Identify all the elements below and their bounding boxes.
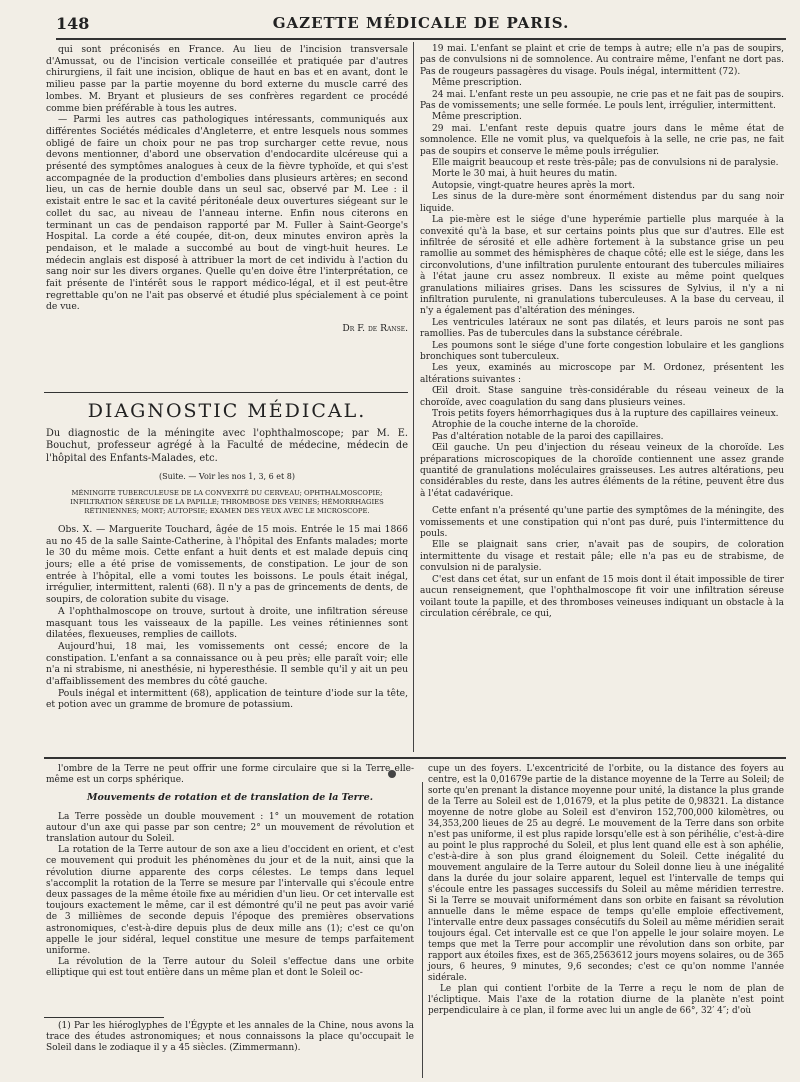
paragraph: Elle se plaignait sans crier, n'avait pas de soupirs, de coloration intermittente du visage et restait pâle; elle n'a pas eu de strabisme, de convulsion ni de paralysie. (420, 540, 784, 574)
paragraph: Morte le 30 mai, à huit heures du matin. (432, 169, 618, 180)
author-signature: Dr F. de Ranse. (342, 323, 408, 335)
section-rule (44, 392, 408, 393)
subsection-title: Mouvements de rotation et de translation de la Terre. (86, 792, 374, 804)
paragraph: Autopsie, vingt-quatre heures après la mort. (432, 180, 635, 191)
paragraph: — Parmi les autres cas pathologiques intéressants, communiqués aux différentes Sociétés médicales d'Angleterre, et entre lesquels nous sommes obligé de faire un choix pour ne pas trop surcharger cette revue, nous devons mentionner, d'abord une observation d'endocardite ulcéreuse qui a présenté des symptômes analogues à ceux de la fièvre typhoïde, et qui s'est accompagnée de la production d'embolies dans plusieurs artères; en second lieu, un cas de hernie double dans un seul sac, observé par M. Lee : il existait entre le sac et la cavité péritonéale deux ouvertures siégeant sur le collet du sac, au niveau de l'anneau interne. Enfin nous citerons en terminant un cas de pendaison rapporté par M. Fuller à Saint-George's Hospital. La corde a été coupée, dit-on, deux minutes environ après la pendaison, et le malade a succombé au bout de vingt-huit heures. Le médecin anglais est disposé à attribuer la mort de cet individu à l'action du sang noir sur les divers organes. Quelle qu'en doive être l'interprétation, ce fait présente de l'intérêt sous le rapport médico-légal, et il est peut-être regrettable qu'on ne l'ait pas observé et étudié plus spécialement à ce point de vue. (46, 114, 408, 313)
column-rule-upper (413, 42, 414, 752)
paragraph: A l'ophthalmoscope on trouve, surtout à droite, une infiltration séreuse masquant tous les vaisseaux de la papille. Les veines rétiniennes sont dilatées, flexueuses, remplies de caillots. (46, 605, 408, 641)
left-top-article (46, 44, 408, 335)
page-number: 148 (56, 14, 90, 33)
paragraph: cupe un des foyers. L'excentricité de l'orbite, ou la distance des foyers au centre, est la 0,01679e partie de la distance moyenne de la Terre au Soleil; de sorte qu'en prenant la distance moyenne pour unité, la distance la plus grande de la Terre au Soleil est de 1,01679, et la plus petite de 0,98321. La distance moyenne de notre globe au Soleil est d'environ 152,700,000 kilomètres, ou 34,353,200 lieues de 25 au degré. Le mouvement de la Terre dans son orbite n'est pas uniforme, il est plus rapide lorsqu'elle est à son périhélie, c'est-à-dire au point le plus rapproché du Soleil, et plus lent quand elle est à son aphélie, c'est-à-dire à son plus grand éloignement du Soleil. Cette inégalité du mouvement angulaire de la Terre autour du Soleil donne lieu à une inégalité dans la durée du jour solaire apparent, lequel est l'intervalle de temps qui s'écoule entre les passages successifs du Soleil au même méridien terrestre. Si la Terre se mouvait uniformément dans son orbite en faisant sa révolution annuelle dans le même espace de temps qu'elle emploie effectivement, l'intervalle entre deux passages consécutifs du Soleil au même méridien serait toujours égal. Cet intervalle est ce que l'on appelle le jour solaire moyen. Le temps que met la Terre pour accomplir une révolution dans son orbite, par rapport aux étoiles fixes, est de 365,2563612 jours moyens solaires, ou de 365 jours, 6 heures, 9 minutes, 9,6 secondes; c'est ce qu'on nomme l'année sidérale. (428, 764, 784, 983)
paragraph: C'est dans cet état, sur un enfant de 15 mois dont il était impossible de tirer aucun renseignement, que l'ophthalmoscope fit voir une infiltration séreuse voilant toute la papille, et des thromboses veineuses indiquant un obstacle à la circulation cérébrale, ce qui, (420, 574, 784, 619)
paragraph: Elle maigrit beaucoup et reste très-pâle; pas de convulsions ni de paralysie. (432, 158, 779, 169)
paragraph: 29 mai. L'enfant reste depuis quatre jours dans le même état de somnolence. Elle ne vomit plus, va quelquefois à la selle, ne crie pas, ne fait pas de soupirs et conserve le même pouls irrégulier. (420, 123, 784, 157)
continuation-note: (Suite. — Voir les nos 1, 3, 6 et 8) (159, 472, 295, 482)
paragraph: Atrophie de la couche interne de la choroïde. (432, 420, 639, 431)
case-summary: MÉNINGITE TUBERCULEUSE DE LA CONVEXITÉ DU CERVEAU; OPHTHALMOSCOPIE; INFILTRATION SÉREUSE DE LA PAPILLE; THROMBOSE DES VEINES; HÉMORRHAGIES RÉTINIENNES; MORT; AUTOPSIE; EXAMEN DES YEUX AVEC LE MICROSCOPE. (70, 488, 384, 515)
paragraph: 19 mai. L'enfant se plaint et crie de temps à autre; elle n'a pas de soupirs, pas de convulsions ni de somnolence. Au contraire même, l'enfant ne dort pas. Pas de rougeurs passagères du visage. Pouls inégal, intermittent (72). (420, 44, 784, 77)
footnote-rule (44, 1017, 164, 1018)
paragraph: Le plan qui contient l'orbite de la Terre a reçu le nom de plan de l'écliptique. Mais l'axe de la rotation diurne de la planète n'est point perpendiculaire à ce plan, il forme avec lui un angle de 66°, 32′ 4″; d'où (428, 984, 784, 1016)
page-header (56, 8, 786, 40)
paragraph: Les yeux, examinés au microscope par M. Ordonez, présentent les altérations suivantes : (420, 363, 784, 385)
paragraph: Pas d'altération notable de la paroi des capillaires. (432, 431, 664, 442)
footnote-text: (1) Par les hiéroglyphes de l'Égypte et les annales de la Chine, nous avons la trace des études astronomiques; et nous connaissons la place qu'occupait le Soleil dans le zodiaque il y a 45 siècles. (Zimmermann). (46, 1021, 414, 1053)
paragraph: Les sinus de la dure-mère sont énormément distendus par du sang noir liquide. (420, 192, 784, 214)
paragraph: Même prescription. (432, 112, 522, 123)
paragraph: l'ombre de la Terre ne peut offrir une forme circulaire que si la Terre elle-même est un corps sphérique. (46, 764, 414, 786)
feuilleton-left (46, 764, 414, 980)
paragraph: La révolution de la Terre autour du Soleil s'effectue dans une orbite elliptique qui est tout entière dans un même plan et dont le Soleil oc- (46, 957, 414, 979)
column-rule-lower (422, 782, 423, 1078)
paragraph: Les poumons sont le siége d'une forte congestion lobulaire et les ganglions bronchiques sont tuberculeux. (420, 340, 784, 362)
diagnostic-section (46, 400, 408, 711)
paragraph: La Terre possède un double mouvement : 1° un mouvement de rotation autour d'un axe qui passe par son centre; 2° un mouvement de révolution et translation autour du Soleil. (46, 811, 414, 845)
paragraph: 24 mai. L'enfant reste un peu assoupie, ne crie pas et ne fait pas de soupirs. Pas de vomissements; une selle formée. Le pouls lent, irrégulier, intermittent. (420, 89, 784, 112)
right-top-article (420, 44, 784, 620)
paragraph: Œil droit. Stase sanguine très-considérable du réseau veineux de la choroïde, avec coagulation du sang dans plusieurs veines. (420, 386, 784, 408)
paragraph: Trois petits foyers hémorrhagiques dus à la rupture des capillaires veineux. (432, 409, 779, 419)
paragraph: Œil gauche. Un peu d'injection du réseau veineux de la choroïde. Les préparations microscopiques de la choroïde contiennent une assez grande quantité de granulations moléculaires graisseuses. Les autres altérations, peu considérables du reste, dans les autres éléments de la rétine, peuvent être dus à l'état cadavérique. (420, 443, 784, 499)
article-byline: Du diagnostic de la méningite avec l'ophthalmoscope; par M. E. Bouchut, professeur agrégé à la Faculté de médecine, médecin de l'hôpital des Enfants-Malades, etc. (46, 427, 408, 464)
paragraph: Aujourd'hui, 18 mai, les vomissements ont cessé; encore de la constipation. L'enfant a sa connaissance ou à peu près; elle paraît voir; elle n'a ni strabisme, ni anesthésie, ni hyperesthésie. Il semble qu'il y ait un peu d'affaiblissement des membres du côté gauche. (46, 640, 408, 688)
paragraph: Les ventricules latéraux ne sont pas dilatés, et leurs parois ne sont pas ramollies. Pas de tubercules dans la substance cérébrale. (420, 317, 784, 340)
feuilleton-rule (44, 757, 786, 759)
paragraph: Obs. X. — Marguerite Touchard, âgée de 15 mois. Entrée le 15 mai 1866 au no 45 de la salle Sainte-Catherine, à l'hôpital des Enfants malades; morte le 30 du même mois. Cette enfant a huit dents et est malade depuis cinq jours; elle a été prise de vomissements, de constipation. Le jour de son entrée à l'hôpital, elle a vomi toutes les boissons. Le pouls était inégal, irrégulier, intermittent, ralenti (68). Il n'y a pas de grincements de dents, de soupirs, de coloration subite du visage. (46, 523, 408, 606)
paragraph: Même prescription. (432, 78, 522, 89)
paragraph: Cette enfant n'a présenté qu'une partie des symptômes de la méningite, des vomissements et une constipation qui n'ont pas duré, puis l'intermittence du pouls. (420, 506, 784, 540)
paragraph: qui sont préconisés en France. Au lieu de l'incision transversale d'Amussat, ou de l'incision verticale conseillée et pratiquée par d'autres chirurgiens, il fait une incision, oblique de haut en bas et en avant, dont le milieu passe par la partie moyenne du bord externe du muscle carré des lombes. M. Bryant et plusieurs de ses confrères regardent ce procédé comme bien préférable à tous les autres. (46, 44, 408, 114)
section-title: DIAGNOSTIC MÉDICAL. (87, 400, 367, 422)
paragraph: La rotation de la Terre autour de son axe a lieu d'occident en orient, et c'est ce mouvement qui produit les phénomènes du jour et de la nuit, ainsi que la révolution diurne apparente des corps célestes. Le temps dans lequel s'accomplit la rotation de la Terre se mesure par l'intervalle qui s'écoule entre deux passages de la même étoile fixe au méridien d'un lieu. Or cet intervalle est toujours exactement le même, car il est démontré qu'il ne peut pas avoir varié de 3 millièmes de seconde depuis l'époque des premières observations astronomiques, c'est-à-dire depuis plus de deux mille ans (1); c'est ce qu'on appelle le jour sidéral, lequel constitue une mesure de temps parfaitement uniforme. (46, 845, 414, 957)
feuilleton-right (428, 764, 784, 1017)
paragraph: La pie-mère est le siége d'une hyperémie partielle plus marquée à la convexité qu'à la base, et sur certains points plus que sur d'autres. Elle est infiltrée de sérosité et elle adhère fortement à la substance grise un peu ramollie au sommet des hémisphères de chaque côté; elle est le siége, dans les circonvolutions, d'une infiltration purulente entourant des tubercules miliaires à l'état jaune cru assez nombreux. Il existe au même point quelques granulations miliaires grises. Dans les scissures de Sylvius, il n'y a ni infiltration purulente, ni granulations tuberculeuses. A la base du cerveau, il n'y a également pas d'altération des méninges. (420, 215, 784, 317)
journal-title: GAZETTE MÉDICALE DE PARIS. (272, 14, 570, 32)
paragraph: Pouls inégal et intermittent (68), application de teinture d'iode sur la tête, et potion avec un gramme de bromure de potassium. (46, 687, 408, 711)
footnote (46, 1021, 414, 1054)
